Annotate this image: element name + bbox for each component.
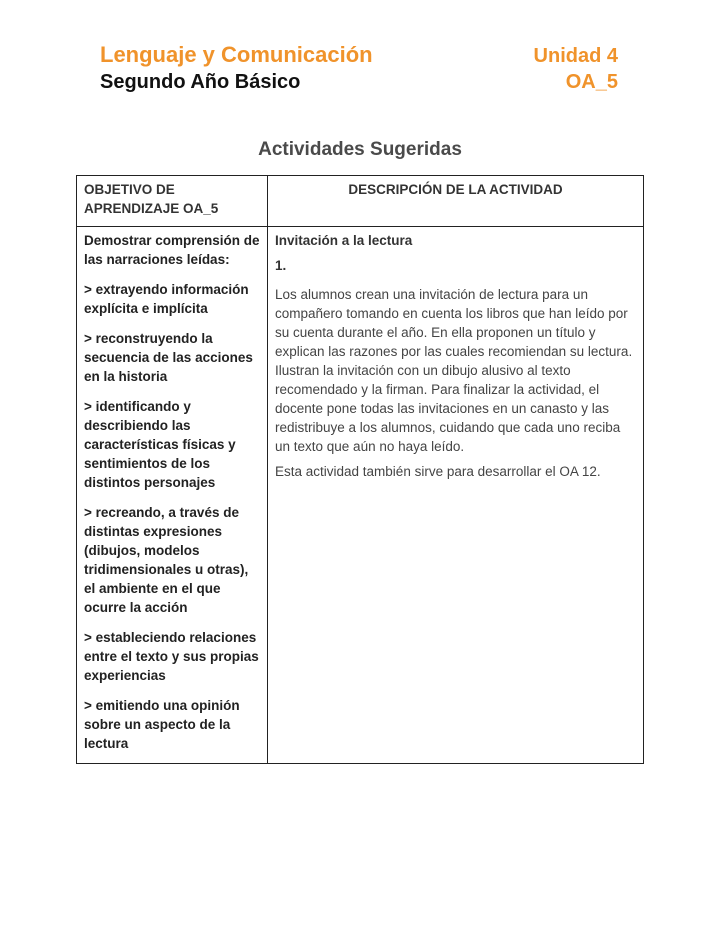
objective-item: > reconstruyendo la secuencia de las acciones en la historia: [84, 331, 253, 384]
objectives-cell: [77, 227, 268, 764]
objective-header: OBJETIVO DE APRENDIZAJE OA_5: [77, 176, 268, 227]
activity-number: 1.: [275, 258, 287, 273]
objective-item: > estableciendo relaciones entre el texto y sus propias experiencias: [84, 630, 259, 683]
activity-paragraph: Esta actividad también sirve para desarrollar el OA 12.: [275, 464, 601, 479]
activity-paragraph: Los alumnos crean una invitación de lectura para un compañero tomando en cuenta los libros que han leído por su cuenta durante el año. En ella proponen un título y explican las razones por las cuales recomiendan su lectura. Ilustran la invitación con un dibujo alusivo al texto recomendado y la firman. Para finalizar la actividad, el docente pone todas las invitaciones en un canasto y las redistribuye a los alumnos, cuidando que cada uno reciba un texto que aún no haya leído.: [275, 287, 633, 454]
objective-item: > identificando y describiendo las características físicas y sentimientos de los distintos personajes: [84, 399, 236, 490]
grade-label: Segundo Año Básico: [100, 71, 301, 93]
oa-label: OA_5: [565, 71, 618, 93]
activity-title: Invitación a la lectura: [275, 233, 413, 248]
description-header: DESCRIPCIÓN DE LA ACTIVIDAD: [268, 176, 644, 227]
header-row-bottom: [100, 69, 618, 95]
table-header-row: [77, 176, 644, 227]
objective-item: > recreando, a través de distintas expresiones (dibujos, modelos tridimensionales u otras), el ambiente en el que ocurre la acción: [84, 505, 249, 615]
section-title: Actividades Sugeridas: [258, 139, 462, 160]
table-row: [77, 227, 644, 764]
header-row-top: [100, 42, 618, 69]
subject-title: Lenguaje y Comunicación: [100, 42, 373, 67]
unit-label: Unidad 4: [533, 45, 618, 67]
description-cell: [268, 227, 644, 764]
objective-item: Demostrar comprensión de las narraciones leídas:: [84, 233, 260, 267]
activities-table: [76, 175, 644, 764]
objective-item: > extrayendo información explícita e implícita: [84, 282, 249, 316]
page-header: [100, 42, 618, 95]
objective-item: > emitiendo una opinión sobre un aspecto de la lectura: [84, 698, 240, 751]
